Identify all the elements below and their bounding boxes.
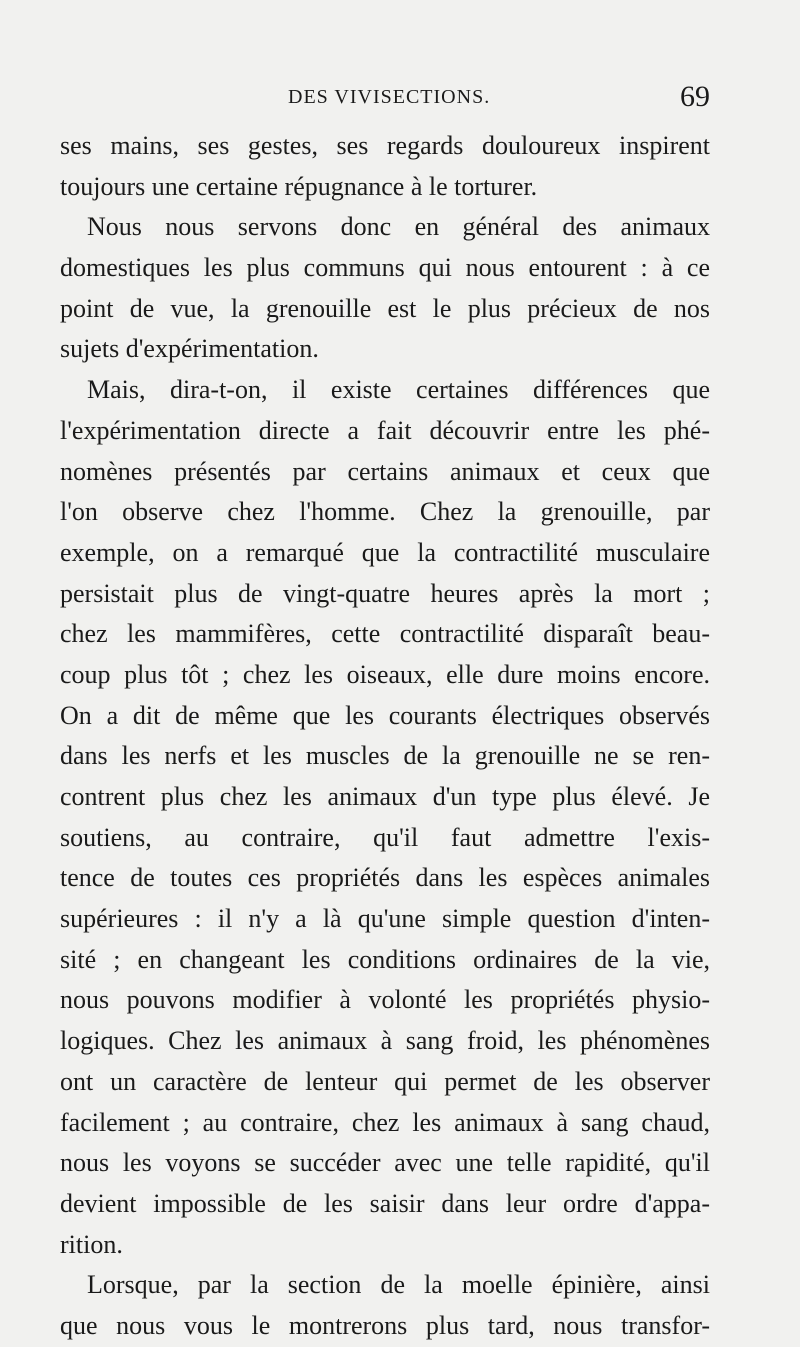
text-line: logiques. Chez les animaux à sang froid, les phénomènes [60, 1026, 710, 1056]
text-line: tence de toutes ces propriétés dans les espèces animales [60, 863, 710, 893]
text-line: Lorsque, par la section de la moelle épinière, ainsi [87, 1270, 710, 1300]
text-line: nous les voyons se succéder avec une telle rapidité, qu'il [60, 1148, 710, 1178]
text-line: contrent plus chez les animaux d'un type plus élevé. Je [60, 782, 710, 811]
text-line: que nous vous le montrerons plus tard, nous transfor- [60, 1310, 710, 1340]
text-line: ses mains, ses gestes, ses regards douloureux inspirent [60, 131, 710, 160]
text-line: Mais, dira-t-on, il existe certaines différences que [87, 375, 710, 405]
text-line: l'expérimentation directe a fait découvrir entre les phé- [60, 415, 710, 445]
text-line: soutiens, au contraire, qu'il faut admettre l'exis- [60, 822, 710, 852]
text-line: domestiques les plus communs qui nous entourent : à ce [60, 253, 710, 283]
text-line: toujours une certaine répugnance à le torturer. [60, 171, 538, 201]
text-line: sité ; en changeant les conditions ordinaires de la vie, [60, 944, 710, 974]
body-text [60, 126, 710, 1347]
text-line: l'on observe chez l'homme. Chez la grenouille, par [60, 497, 710, 527]
text-line: nous pouvons modifier à volonté les propriétés physio- [60, 985, 710, 1015]
text-line: Nous nous servons donc en général des animaux [87, 212, 710, 242]
text-line: sujets d'expérimentation. [60, 334, 319, 364]
text-line: devient impossible de les saisir dans leur ordre d'appa- [60, 1188, 710, 1218]
page-header [60, 80, 710, 116]
text-line: rition. [60, 1229, 123, 1259]
text-line: facilement ; au contraire, chez les animaux à sang chaud, [60, 1107, 710, 1137]
text-line: exemple, on a remarqué que la contractilité musculaire [60, 537, 710, 567]
text-line: ont un caractère de lenteur qui permet de les observer [60, 1066, 710, 1096]
running-title: DES VIVISECTIONS. [288, 86, 491, 108]
page-number: 69 [680, 80, 710, 113]
text-line: supérieures : il n'y a là qu'une simple question d'inten- [60, 904, 710, 934]
text-line: On a dit de même que les courants électriques observés [60, 700, 710, 730]
text-line: nomènes présentés par certains animaux et ceux que [60, 456, 710, 486]
text-line: persistait plus de vingt-quatre heures après la mort ; [60, 578, 710, 608]
text-line: chez les mammifères, cette contractilité disparaît beau- [60, 619, 710, 649]
text-line: dans les nerfs et les muscles de la grenouille ne se ren- [60, 741, 710, 771]
text-line: point de vue, la grenouille est le plus précieux de nos [60, 293, 710, 323]
text-line: coup plus tôt ; chez les oiseaux, elle dure moins encore. [60, 659, 710, 689]
